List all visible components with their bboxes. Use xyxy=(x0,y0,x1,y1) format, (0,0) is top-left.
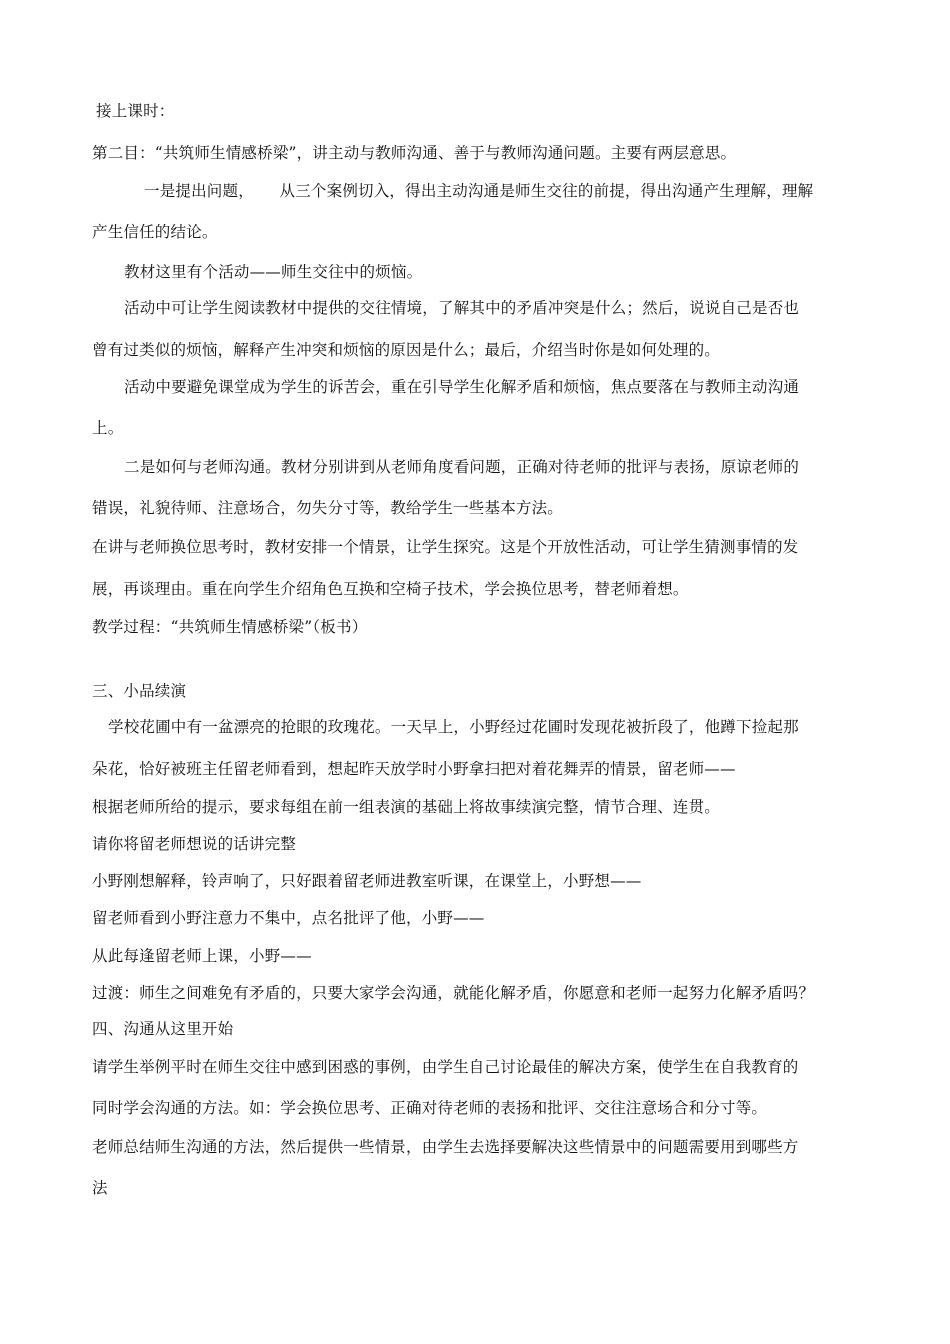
line-activity-intro: 教材这里有个活动——师生交往中的烦恼。 xyxy=(124,263,423,281)
line-point-two: 二是如何与老师沟通。教材分别讲到从老师角度看问题，正确对待老师的批评与表扬，原谅老师的 xyxy=(124,458,800,476)
line-teacher-summary-cont: 法 xyxy=(92,1179,108,1197)
line-perspective: 在讲与老师换位思考时，教材安排一个情景，让学生探究。这是个开放性活动，可让学生猜测事情的发 xyxy=(92,538,799,556)
line-section-four-body: 请学生举例平时在师生交往中感到困惑的事例，由学生自己讨论最佳的解决方案，使学生在自我教育的 xyxy=(92,1058,799,1076)
line-section-four-body-cont: 同时学会沟通的方法。如：学会换位思考、正确对待老师的表扬和批评、交往注意场合和分寸等。 xyxy=(92,1099,768,1117)
line-teaching-process: 教学过程：“共筑师生情感桥梁”（板书） xyxy=(92,618,368,636)
line-skit-prompt-3: 留老师看到小野注意力不集中，点名批评了他，小野—— xyxy=(92,909,485,927)
line-point-one-cont: 产生信任的结论。 xyxy=(92,223,218,241)
line-perspective-cont: 展，再谈理由。重在向学生介绍角色互换和空椅子技术，学会换位思考，替老师着想。 xyxy=(92,580,689,598)
line-point-one: 一是提出问题， 从三个案例切入，得出主动沟通是师生交往的前提，得出沟通产生理解，理解 xyxy=(144,182,814,200)
line-activity-caution: 活动中要避免课堂成为学生的诉苦会，重在引导学生化解矛盾和烦恼，焦点要落在与教师主动沟通 xyxy=(124,378,800,396)
line-transition: 过渡：师生之间难免有矛盾的，只要大家学会沟通，就能化解矛盾，你愿意和老师一起努力化解矛盾吗？ xyxy=(92,984,815,1002)
line-skit-story: 学校花圃中有一盆漂亮的抢眼的玫瑰花。一天早上，小野经过花圃时发现花被折段了，他蹲下捡起那 xyxy=(108,718,799,736)
line-skit-story-cont: 朵花，恰好被班主任留老师看到，想起昨天放学时小野拿扫把对着花舞弄的情景，留老师—— xyxy=(92,760,736,778)
line-skit-prompt-1: 请你将留老师想说的话讲完整 xyxy=(92,835,297,853)
line-section-four-heading: 四、沟通从这里开始 xyxy=(92,1020,234,1038)
line-section-two-title: 第二目：“共筑师生情感桥梁”，讲主动与教师沟通、善于与教师沟通问题。主要有两层意思。 xyxy=(92,144,737,162)
line-skit-prompt-2: 小野刚想解释，铃声响了，只好跟着留老师进教室听课，在课堂上，小野想—— xyxy=(92,872,642,890)
line-activity-caution-cont: 上。 xyxy=(92,419,124,437)
line-activity-desc: 活动中可让学生阅读教材中提供的交往情境，了解其中的矛盾冲突是什么；然后，说说自己是否也 xyxy=(124,299,800,317)
line-skit-requirement: 根据老师所给的提示，要求每组在前一组表演的基础上将故事续演完整，情节合理、连贯。 xyxy=(92,798,721,816)
line-point-two-cont: 错误，礼貌待师、注意场合，勿失分寸等，教给学生一些基本方法。 xyxy=(92,499,564,517)
line-section-three-heading: 三、小品续演 xyxy=(92,682,187,700)
line-skit-prompt-4: 从此每逢留老师上课，小野—— xyxy=(92,947,312,965)
line-teacher-summary: 老师总结师生沟通的方法，然后提供一些情景，由学生去选择要解决这些情景中的问题需要用到哪些方 xyxy=(92,1138,799,1156)
line-activity-desc-cont: 曾有过类似的烦恼，解释产生冲突和烦恼的原因是什么；最后，介绍当时你是如何处理的。 xyxy=(92,341,721,359)
line-continue-lesson: 接上课时： xyxy=(96,102,175,120)
